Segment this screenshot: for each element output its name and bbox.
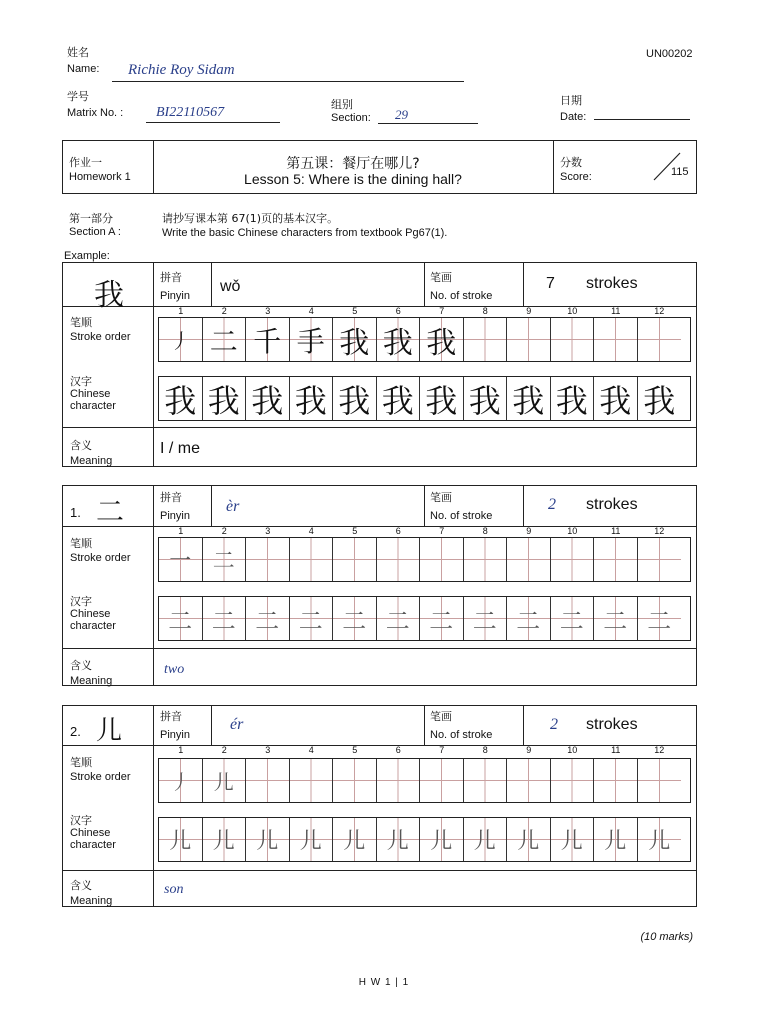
section-label-cn: 组别 [331, 98, 353, 111]
column-number: 11 [611, 306, 621, 316]
grid-cell[interactable]: 我 [507, 377, 551, 420]
column-number: 1 [178, 306, 184, 316]
column-number: 4 [308, 306, 314, 316]
column-number: 4 [308, 526, 314, 536]
score-label-cn: 分数 [560, 156, 582, 169]
grid-cell[interactable] [377, 538, 421, 581]
grid-cell[interactable] [246, 538, 290, 581]
column-number: 2 [221, 745, 227, 755]
column-number: 7 [439, 306, 445, 316]
section-label: Section: [331, 112, 371, 124]
grid-cell[interactable]: 一 [159, 538, 203, 581]
grid-cell[interactable]: 儿 [203, 759, 247, 802]
stroke-order-label-cn: 笔顺 [70, 537, 92, 550]
item-pinyin[interactable]: èr [226, 498, 240, 515]
grid-cell[interactable] [464, 759, 508, 802]
grid-cell[interactable]: 二 [159, 597, 203, 640]
meaning-label: Meaning [70, 895, 113, 907]
grid-cell[interactable]: 丿 [159, 318, 203, 361]
grid-cell[interactable]: 二 [507, 597, 551, 640]
name-value[interactable]: Richie Roy Sidam [128, 62, 235, 78]
item-pinyin[interactable]: ér [230, 716, 244, 733]
item-2-stroke-order-grid [158, 758, 691, 803]
column-number: 11 [611, 526, 621, 536]
page-footer: H W 1 | 1 [358, 977, 410, 988]
example-stroke-count: 7 [546, 275, 555, 292]
marks-label: (10 marks) [640, 931, 693, 943]
stroke-order-label-cn: 笔顺 [70, 316, 92, 329]
item-character: 二 [96, 495, 125, 528]
grid-cell[interactable]: 二 [290, 597, 334, 640]
pinyin-label-cn: 拼音 [160, 271, 182, 284]
column-number: 9 [526, 745, 532, 755]
strokes-label: No. of stroke [430, 510, 493, 522]
document-code: UN00202 [646, 48, 693, 60]
date-label: Date: [560, 111, 587, 123]
grid-cell[interactable]: 千 [246, 318, 290, 361]
grid-cell[interactable]: 我 [203, 377, 247, 420]
grid-cell[interactable] [420, 538, 464, 581]
item-1-block [62, 485, 697, 686]
meaning-label-cn: 含义 [70, 659, 92, 672]
grid-cell[interactable] [290, 538, 334, 581]
pinyin-label-cn: 拼音 [160, 491, 182, 504]
column-number: 12 [654, 306, 665, 316]
strokes-label-cn: 笔画 [430, 491, 452, 504]
section-a-label: Section A : [69, 226, 121, 238]
grid-cell[interactable]: 二 [246, 597, 290, 640]
score-total: 115 [671, 166, 689, 178]
grid-cell[interactable] [638, 538, 682, 581]
grid-cell[interactable]: 儿 [377, 818, 421, 861]
column-number: 2 [221, 306, 227, 316]
grid-cell[interactable] [551, 759, 595, 802]
homework-label-cn: 作业一 [69, 156, 102, 169]
stroke-order-label-cn: 笔顺 [70, 756, 92, 769]
grid-cell[interactable]: 我 [420, 318, 464, 361]
grid-cell[interactable]: 手 [290, 318, 334, 361]
grid-cell[interactable]: 儿 [464, 818, 508, 861]
column-number: 8 [482, 306, 488, 316]
grid-cell[interactable]: 儿 [594, 818, 638, 861]
grid-cell[interactable]: 儿 [420, 818, 464, 861]
item-number: 1. [70, 505, 81, 520]
stroke-order-label: Stroke order [70, 331, 131, 343]
chinese-char-label-2: character [70, 400, 116, 412]
grid-cell[interactable] [551, 318, 595, 361]
column-number: 11 [611, 745, 621, 755]
column-number: 2 [221, 526, 227, 536]
grid-cell[interactable]: 儿 [551, 818, 595, 861]
stroke-order-label: Stroke order [70, 552, 131, 564]
grid-cell[interactable] [594, 318, 638, 361]
pinyin-label-cn: 拼音 [160, 710, 182, 723]
grid-cell[interactable]: 二 [638, 597, 682, 640]
column-number: 10 [567, 745, 578, 755]
grid-cell[interactable]: 我 [420, 377, 464, 420]
grid-cell[interactable] [464, 538, 508, 581]
grid-cell[interactable]: 儿 [507, 818, 551, 861]
column-number: 10 [567, 526, 578, 536]
chinese-char-label-cn: 汉字 [70, 814, 92, 827]
item-number: 2. [70, 724, 81, 739]
grid-cell[interactable] [507, 318, 551, 361]
meaning-label: Meaning [70, 455, 113, 467]
grid-cell[interactable]: 二 [333, 597, 377, 640]
grid-cell[interactable] [464, 318, 508, 361]
grid-cell[interactable]: 我 [159, 377, 203, 420]
example-character: 我 [94, 278, 124, 313]
pinyin-label: Pinyin [160, 290, 190, 302]
strokes-word: strokes [586, 275, 638, 292]
item-2-block [62, 705, 697, 907]
item-2-character-grid [158, 817, 691, 862]
chinese-char-label-cn: 汉字 [70, 595, 92, 608]
column-number: 8 [482, 526, 488, 536]
section-value[interactable]: 29 [395, 107, 408, 122]
grid-cell[interactable]: 我 [464, 377, 508, 420]
matrix-label-cn: 学号 [67, 90, 89, 103]
example-stroke-order-grid [158, 317, 691, 362]
example-character-grid [158, 376, 691, 421]
stroke-order-label: Stroke order [70, 771, 131, 783]
column-number: 9 [526, 526, 532, 536]
grid-cell[interactable]: 二 [203, 318, 247, 361]
grid-cell[interactable]: 我 [246, 377, 290, 420]
grid-cell[interactable]: 我 [333, 318, 377, 361]
item-stroke-count[interactable]: 2 [548, 496, 556, 513]
pinyin-label: Pinyin [160, 510, 190, 522]
column-number: 4 [308, 745, 314, 755]
strokes-word: strokes [586, 496, 638, 513]
section-a-label-cn: 第一部分 [69, 212, 113, 225]
grid-cell[interactable]: 二 [203, 538, 247, 581]
grid-cell[interactable] [638, 759, 682, 802]
example-pinyin: wǒ [220, 278, 241, 295]
grid-cell[interactable]: 我 [594, 377, 638, 420]
grid-cell[interactable] [551, 538, 595, 581]
lesson-title-cn: 第五课：餐厅在哪儿? [286, 156, 420, 172]
meaning-label-cn: 含义 [70, 879, 92, 892]
grid-cell[interactable]: 儿 [159, 818, 203, 861]
example-label: Example: [64, 250, 110, 262]
strokes-label-cn: 笔画 [430, 710, 452, 723]
column-number: 10 [567, 306, 578, 316]
section-a-instruction: Write the basic Chinese characters from textbook Pg67(1). [162, 227, 448, 239]
grid-cell[interactable] [594, 759, 638, 802]
grid-cell[interactable]: 儿 [203, 818, 247, 861]
column-number: 6 [395, 306, 401, 316]
column-number: 9 [526, 306, 532, 316]
column-number: 5 [352, 745, 358, 755]
grid-cell[interactable] [290, 759, 334, 802]
column-number: 3 [265, 526, 271, 536]
item-stroke-count[interactable]: 2 [550, 716, 558, 733]
grid-cell[interactable] [594, 538, 638, 581]
name-label: Name: [67, 63, 100, 75]
column-number: 5 [352, 526, 358, 536]
column-number: 6 [395, 745, 401, 755]
column-number: 5 [352, 306, 358, 316]
strokes-label: No. of stroke [430, 290, 493, 302]
column-number: 6 [395, 526, 401, 536]
grid-cell[interactable] [420, 759, 464, 802]
grid-cell[interactable] [377, 759, 421, 802]
grid-cell[interactable] [638, 318, 682, 361]
column-number: 1 [178, 526, 184, 536]
column-number: 7 [439, 745, 445, 755]
item-character: 儿 [96, 716, 123, 746]
strokes-label-cn: 笔画 [430, 271, 452, 284]
grid-cell[interactable]: 儿 [638, 818, 682, 861]
grid-cell[interactable]: 丿 [159, 759, 203, 802]
chinese-char-label-cn: 汉字 [70, 375, 92, 388]
section-a-instruction-cn: 请抄写课本第 67(1)页的基本汉字。 [162, 212, 339, 225]
grid-cell[interactable]: 儿 [333, 818, 377, 861]
item-meaning[interactable]: two [164, 662, 185, 677]
grid-cell[interactable]: 儿 [290, 818, 334, 861]
name-label-cn: 姓名 [67, 46, 89, 59]
column-number: 12 [654, 745, 665, 755]
column-number: 7 [439, 526, 445, 536]
grid-cell[interactable]: 二 [594, 597, 638, 640]
grid-cell[interactable] [333, 759, 377, 802]
grid-cell[interactable]: 二 [551, 597, 595, 640]
grid-cell[interactable] [333, 538, 377, 581]
chinese-char-label-2: character [70, 839, 116, 851]
grid-cell[interactable]: 二 [464, 597, 508, 640]
column-number: 12 [654, 526, 665, 536]
grid-cell[interactable]: 我 [377, 318, 421, 361]
grid-cell[interactable]: 二 [377, 597, 421, 640]
date-label-cn: 日期 [560, 94, 582, 107]
score-label: Score: [560, 171, 592, 183]
grid-cell[interactable]: 我 [643, 381, 676, 420]
strokes-word: strokes [586, 716, 638, 733]
item-1-stroke-order-grid [158, 537, 691, 582]
pinyin-label: Pinyin [160, 729, 190, 741]
grid-cell[interactable]: 二 [420, 597, 464, 640]
strokes-label: No. of stroke [430, 729, 493, 741]
chinese-char-label-2: character [70, 620, 116, 632]
matrix-label: Matrix No. : [67, 107, 124, 119]
grid-cell[interactable]: 儿 [246, 818, 290, 861]
item-meaning[interactable]: son [164, 882, 184, 897]
chinese-char-label-1: Chinese [70, 388, 111, 400]
grid-cell[interactable]: 我 [377, 377, 421, 420]
grid-cell[interactable]: 二 [203, 597, 247, 640]
grid-cell[interactable]: 我 [551, 377, 595, 420]
meaning-label: Meaning [70, 675, 113, 687]
grid-cell[interactable] [507, 538, 551, 581]
chinese-char-label-1: Chinese [70, 827, 111, 839]
grid-cell[interactable] [246, 759, 290, 802]
grid-cell[interactable]: 我 [290, 377, 334, 420]
grid-cell[interactable] [507, 759, 551, 802]
column-number: 8 [482, 745, 488, 755]
column-number: 1 [178, 745, 184, 755]
grid-cell[interactable]: 我 [333, 377, 377, 420]
chinese-char-label-1: Chinese [70, 608, 111, 620]
example-meaning: I / me [160, 440, 201, 457]
item-1-character-grid [158, 596, 691, 641]
lesson-title: Lesson 5: Where is the dining hall? [244, 171, 462, 187]
matrix-value[interactable]: BI22110567 [156, 105, 225, 120]
column-number: 3 [265, 306, 271, 316]
column-number: 3 [265, 745, 271, 755]
meaning-label-cn: 含义 [70, 439, 92, 452]
homework-label: Homework 1 [69, 171, 131, 183]
